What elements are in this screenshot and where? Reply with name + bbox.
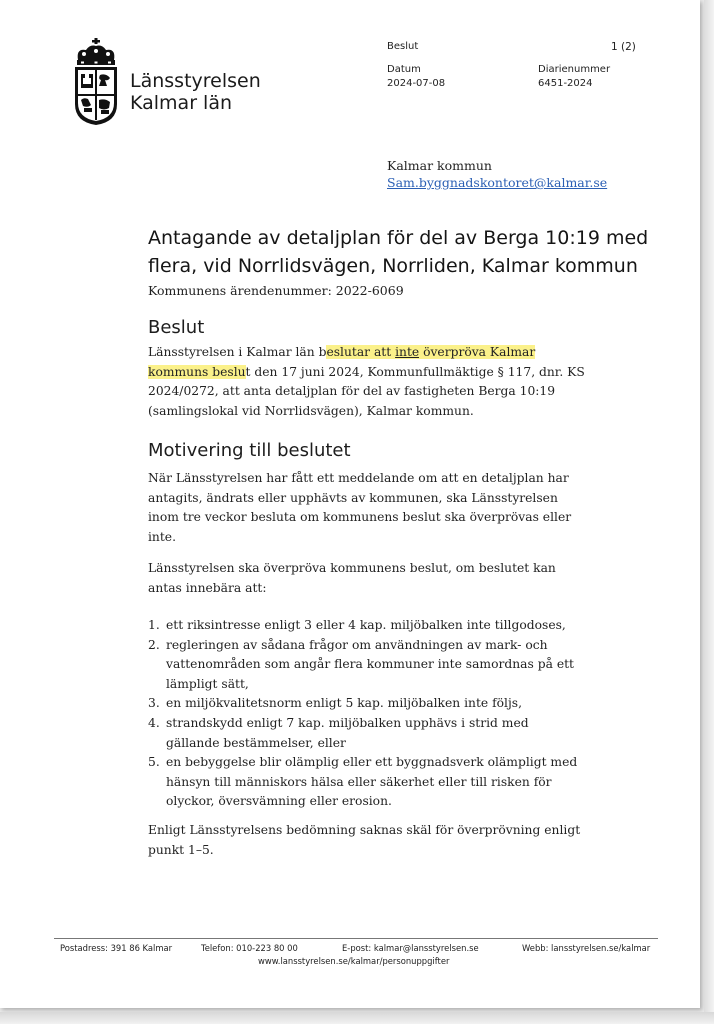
diary-value: 6451-2024 — [538, 78, 593, 89]
decision-paragraph — [148, 343, 585, 421]
list-item — [148, 714, 577, 753]
paragraph-line: antagits, ändrats eller upphävts av kommunen, ska Länsstyrelsen — [148, 490, 558, 505]
decision-text: (samlingslokal vid Norrlidsvägen), Kalmar kommun. — [148, 403, 474, 418]
title-line2: flera, vid Norrlidsvägen, Norrliden, Kalmar kommun — [148, 255, 638, 277]
paragraph-line: Enligt Länsstyrelsens bedömning saknas skäl för överprövning enligt — [148, 823, 581, 837]
highlighted-text: eslutar att — [326, 345, 396, 359]
paragraph-line: inte. — [148, 529, 176, 544]
list-item-line: lämpligt sätt, — [166, 676, 249, 691]
footer-privacy-link[interactable]: www.lansstyrelsen.se/kalmar/personuppgifter — [258, 956, 450, 966]
list-item-line: en bebyggelse blir olämplig eller ett byggnadsverk olämpligt med — [166, 755, 578, 770]
case-reference: Kommunens ärendenummer: 2022-6069 — [148, 283, 404, 298]
document-title — [148, 224, 668, 280]
doc-type: Beslut — [387, 41, 419, 52]
motivation-paragraph-1 — [148, 469, 578, 547]
highlighted-text: överpröva Kalmar — [419, 345, 536, 359]
organization-name-line1: Länsstyrelsen — [130, 70, 261, 92]
recipient-name: Kalmar kommun — [387, 158, 492, 173]
footer-phone: Telefon: 010-223 80 00 — [201, 943, 298, 953]
page-number: 1 (2) — [611, 41, 636, 53]
motivation-heading: Motivering till beslutet — [148, 440, 351, 461]
footer-divider — [54, 938, 658, 939]
list-item — [148, 694, 577, 714]
decision-text: t den 17 juni 2024, Kommunfullmäktige § 117, dnr. KS — [245, 364, 585, 379]
organization-name — [130, 70, 261, 114]
list-item-line: gällande bestämmelser, eller — [166, 735, 346, 750]
list-item — [148, 616, 577, 636]
paragraph-line: antas innebära att: — [148, 580, 267, 595]
list-item-line: regleringen av sådana frågor om användningen av mark- och — [166, 637, 548, 652]
list-item — [148, 636, 577, 695]
list-item-line: hänsyn till människors hälsa eller säkerhet eller till risken för — [166, 774, 552, 789]
paragraph-line: När Länsstyrelsen har fått ett meddelande om att en detaljplan har — [148, 471, 569, 485]
recipient-block — [387, 157, 607, 191]
date-value: 2024-07-08 — [387, 78, 446, 89]
list-number: 1. — [148, 618, 160, 632]
criteria-list — [148, 616, 577, 812]
list-item-line: ett riksintresse enligt 3 eller 4 kap. miljöbalken inte tillgodoses, — [166, 618, 566, 632]
list-number: 3. — [148, 696, 160, 711]
list-number: 5. — [148, 755, 160, 770]
list-item — [148, 753, 577, 812]
paragraph-line: punkt 1–5. — [148, 842, 214, 857]
page-stack-edge-bottom — [0, 1012, 714, 1024]
highlighted-underlined-text: inte — [395, 345, 420, 359]
list-item-line: olyckor, översvämning eller erosion. — [166, 794, 392, 809]
decision-text: 2024/0272, att anta detaljplan för del av fastigheten Berga 10:19 — [148, 384, 556, 399]
paragraph-line: Länsstyrelsen ska överpröva kommunens beslut, om beslutet kan — [148, 561, 556, 575]
decision-heading: Beslut — [148, 317, 205, 338]
diary-label: Diarienummer — [538, 64, 611, 75]
list-item-line: vattenområden som angår flera kommuner inte samordnas på ett — [166, 657, 574, 672]
footer-email[interactable]: E-post: kalmar@lansstyrelsen.se — [342, 943, 479, 953]
footer-website[interactable]: Webb: lansstyrelsen.se/kalmar — [522, 943, 651, 953]
list-item-line: en miljökvalitetsnorm enligt 5 kap. miljöbalken inte följs, — [166, 696, 523, 711]
conclusion-paragraph — [148, 821, 581, 860]
date-label: Datum — [387, 64, 421, 75]
list-item-line: strandskydd enligt 7 kap. miljöbalken upphävs i strid med — [166, 715, 529, 730]
footer-address: Postadress: 391 86 Kalmar — [60, 943, 173, 953]
title-line1: Antagande av detaljplan för del av Berga 10:19 med — [148, 227, 649, 249]
organization-name-line2: Kalmar län — [130, 92, 233, 114]
page-stack-edge-right — [704, 0, 714, 1024]
motivation-paragraph-2 — [148, 559, 578, 598]
highlighted-text: kommuns beslu — [148, 364, 246, 379]
highlighted-text — [395, 345, 419, 359]
coat-of-arms-logo — [72, 38, 120, 126]
list-number: 2. — [148, 637, 160, 652]
paragraph-line: inom tre veckor besluta om kommunens beslut ska överprövas eller — [148, 510, 572, 525]
list-number: 4. — [148, 715, 160, 730]
decision-text: Länsstyrelsen i Kalmar län b — [148, 345, 327, 359]
recipient-email-link[interactable]: Sam.byggnadskontoret@kalmar.se — [387, 175, 608, 190]
